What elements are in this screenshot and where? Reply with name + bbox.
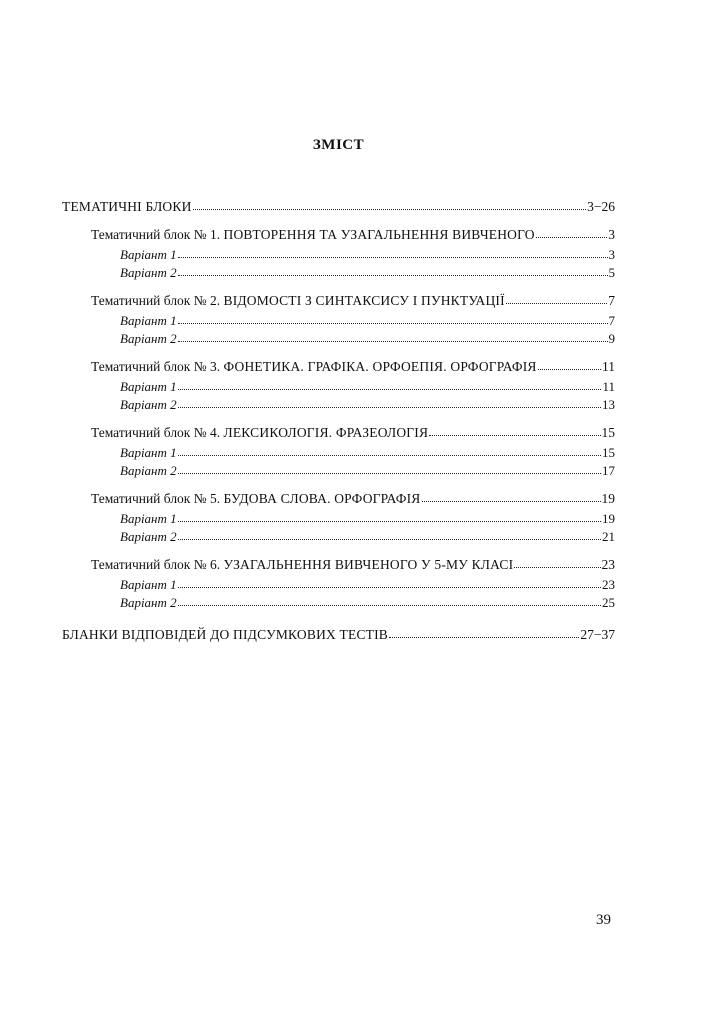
toc-entry-label: Варіант 1 xyxy=(120,379,177,394)
toc-entry-label: Варіант 1 xyxy=(120,247,177,262)
toc-entry-block-3-variant-2[interactable] xyxy=(62,396,615,414)
toc-entry-prefix: Тематичний блок № 6. xyxy=(91,557,221,572)
toc-entry-label: УЗАГАЛЬНЕННЯ ВИВЧЕНОГО У 5-МУ КЛАСІ xyxy=(223,557,514,572)
toc-entry-label: Варіант 1 xyxy=(120,313,177,328)
toc-entry-label: ФОНЕТИКА. ГРАФІКА. ОРФОЕПІЯ. ОРФОГРАФІЯ xyxy=(223,359,537,374)
toc-entry-label: Варіант 1 xyxy=(120,511,177,526)
toc-entry-block-6[interactable] xyxy=(62,556,615,574)
toc-entry-block-1-variant-1[interactable] xyxy=(62,246,615,264)
toc-entry-block-4[interactable] xyxy=(62,424,615,442)
dot-leader xyxy=(178,377,602,390)
toc-entry-block-6-variant-1[interactable] xyxy=(62,576,615,594)
toc-entry-page: 9 xyxy=(608,331,615,346)
toc-entry-page: 17 xyxy=(602,463,615,478)
toc-entry-label: ВІДОМОСТІ З СИНТАКСИСУ І ПУНКТУАЦІЇ xyxy=(223,293,505,308)
toc-entry-thematic-blocks[interactable] xyxy=(62,198,615,216)
toc-entry-block-5-variant-1[interactable] xyxy=(62,510,615,528)
toc-entry-page: 15 xyxy=(602,445,615,460)
dot-leader xyxy=(506,291,607,304)
toc-entry-page: 11 xyxy=(602,379,615,394)
toc-entry-page: 11 xyxy=(602,359,615,374)
toc-entry-page: 7 xyxy=(608,293,615,308)
toc-entry-prefix: Тематичний блок № 1. xyxy=(91,227,221,242)
dot-leader xyxy=(178,263,608,276)
toc-entry-page: 19 xyxy=(602,511,615,526)
dot-leader xyxy=(514,555,600,568)
dot-leader xyxy=(178,593,601,606)
toc-entry-page: 3−26 xyxy=(587,199,615,214)
dot-leader xyxy=(429,423,600,436)
toc-entry-label: ЛЕКСИКОЛОГІЯ. ФРАЗЕОЛОГІЯ xyxy=(223,425,429,440)
toc-entry-label: БУДОВА СЛОВА. ОРФОГРАФІЯ xyxy=(223,491,421,506)
dot-leader xyxy=(178,245,608,258)
dot-leader xyxy=(178,329,608,342)
toc-entry-page: 3 xyxy=(608,227,615,242)
toc-entry-block-3-variant-1[interactable] xyxy=(62,378,615,396)
toc-entry-prefix: Тематичний блок № 4. xyxy=(91,425,221,440)
toc-entry-prefix: Тематичний блок № 3. xyxy=(91,359,221,374)
toc-entry-block-4-variant-1[interactable] xyxy=(62,444,615,462)
toc-entry-prefix: Тематичний блок № 5. xyxy=(91,491,221,506)
toc-entry-page: 7 xyxy=(608,313,615,328)
toc-entry-page: 19 xyxy=(601,491,615,506)
toc-entry-block-6-variant-2[interactable] xyxy=(62,594,615,612)
toc-entry-page: 27−37 xyxy=(580,627,615,642)
table-of-contents xyxy=(62,196,615,644)
dot-leader xyxy=(389,625,579,638)
page-number: 39 xyxy=(596,912,611,928)
toc-entry-page: 21 xyxy=(602,529,615,544)
dot-leader xyxy=(178,527,601,540)
toc-entry-block-3[interactable] xyxy=(62,358,615,376)
toc-entry-label: ПОВТОРЕННЯ ТА УЗАГАЛЬНЕННЯ ВИВЧЕНОГО xyxy=(223,227,535,242)
toc-entry-label: БЛАНКИ ВІДПОВІДЕЙ ДО ПІДСУМКОВИХ ТЕСТІВ xyxy=(62,627,388,642)
toc-entry-block-2-variant-1[interactable] xyxy=(62,312,615,330)
toc-entry-label: Варіант 2 xyxy=(120,331,177,346)
toc-entry-block-1[interactable] xyxy=(62,226,615,244)
dot-leader xyxy=(536,225,607,238)
dot-leader xyxy=(178,443,601,456)
dot-leader xyxy=(178,461,601,474)
toc-entry-block-2-variant-2[interactable] xyxy=(62,330,615,348)
toc-entry-label: ТЕМАТИЧНІ БЛОКИ xyxy=(62,199,192,214)
dot-leader xyxy=(178,509,601,522)
toc-entry-block-5-variant-2[interactable] xyxy=(62,528,615,546)
toc-entry-page: 23 xyxy=(601,557,615,572)
toc-entry-block-1-variant-2[interactable] xyxy=(62,264,615,282)
toc-entry-block-2[interactable] xyxy=(62,292,615,310)
dot-leader xyxy=(178,311,608,324)
toc-entry-prefix: Тематичний блок № 2. xyxy=(91,293,221,308)
dot-leader xyxy=(538,357,601,370)
toc-entry-page: 25 xyxy=(602,595,615,610)
dot-leader xyxy=(178,395,601,408)
toc-entry-label: Варіант 2 xyxy=(120,529,177,544)
toc-entry-page: 15 xyxy=(601,425,615,440)
toc-entry-block-5[interactable] xyxy=(62,490,615,508)
toc-entry-label: Варіант 2 xyxy=(120,595,177,610)
toc-entry-label: Варіант 2 xyxy=(120,265,177,280)
page-title: ЗМІСТ xyxy=(312,137,365,153)
toc-entry-label: Варіант 1 xyxy=(120,577,177,592)
dot-leader xyxy=(422,489,601,502)
toc-entry-answer-sheets[interactable] xyxy=(62,626,615,644)
toc-entry-page: 5 xyxy=(608,265,615,280)
dot-leader xyxy=(178,575,601,588)
toc-entry-page: 3 xyxy=(608,247,615,262)
toc-entry-label: Варіант 2 xyxy=(120,463,177,478)
toc-entry-block-4-variant-2[interactable] xyxy=(62,462,615,480)
toc-entry-label: Варіант 2 xyxy=(120,397,177,412)
toc-entry-page: 23 xyxy=(602,577,615,592)
toc-entry-label: Варіант 1 xyxy=(120,445,177,460)
toc-entry-page: 13 xyxy=(602,397,615,412)
dot-leader xyxy=(193,197,587,210)
